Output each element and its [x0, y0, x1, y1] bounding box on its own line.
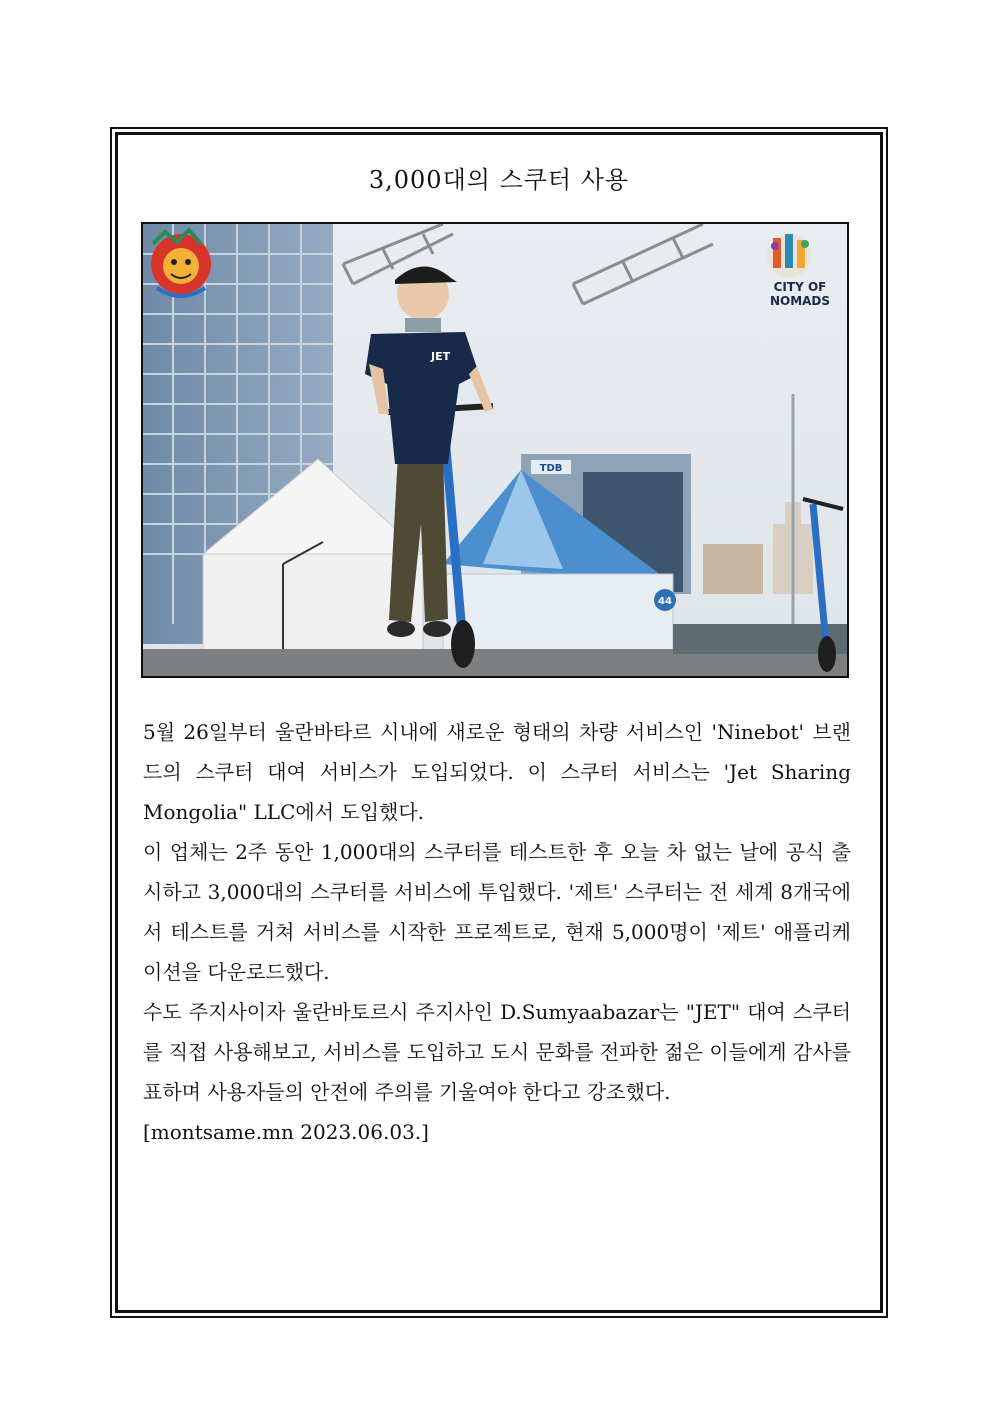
article-body [143, 712, 851, 1152]
svg-text:44: 44 [658, 596, 672, 607]
svg-text:JET: JET [431, 350, 451, 363]
paragraph-1: 5월 26일부터 울란바타르 시내에 새로운 형태의 차량 서비스인 'Ninebot' 브랜드의 스쿠터 대여 서비스가 도입되었다. 이 스쿠터 서비스는 'Jet Sharing Mongolia" LLC에서 도입했다. [143, 720, 851, 824]
paragraph-3: 수도 주지사이자 울란바토르시 주지사인 D.Sumyaabazar는 "JET" 대여 스쿠터를 직접 사용해보고, 서비스를 도입하고 도시 문화를 전파한 젊은 이들에게 감사를 표하며 사용자들의 안전에 주의를 기울여야 한다고 강조했다. [143, 1000, 851, 1104]
svg-text:CITY OF: CITY OF [773, 280, 827, 294]
paragraph-2: 이 업체는 2주 동안 1,000대의 스쿠터를 테스트한 후 오늘 차 없는 날에 공식 출시하고 3,000대의 스쿠터를 서비스에 투입했다. '제트' 스쿠터는 전 세계 8개국에서 테스트를 거쳐 서비스를 시작한 프로젝트로, 현재 5,000명이 '제트' 애플리케이션을 다운로드했다. [143, 840, 851, 984]
source-citation: [montsame.mn 2023.06.03.] [143, 1120, 429, 1144]
svg-text:NOMADS: NOMADS [769, 294, 831, 308]
article-photo [141, 222, 849, 678]
svg-text:TDB: TDB [539, 463, 563, 474]
article-title: 3,000대의 스쿠터 사용 [368, 166, 630, 194]
